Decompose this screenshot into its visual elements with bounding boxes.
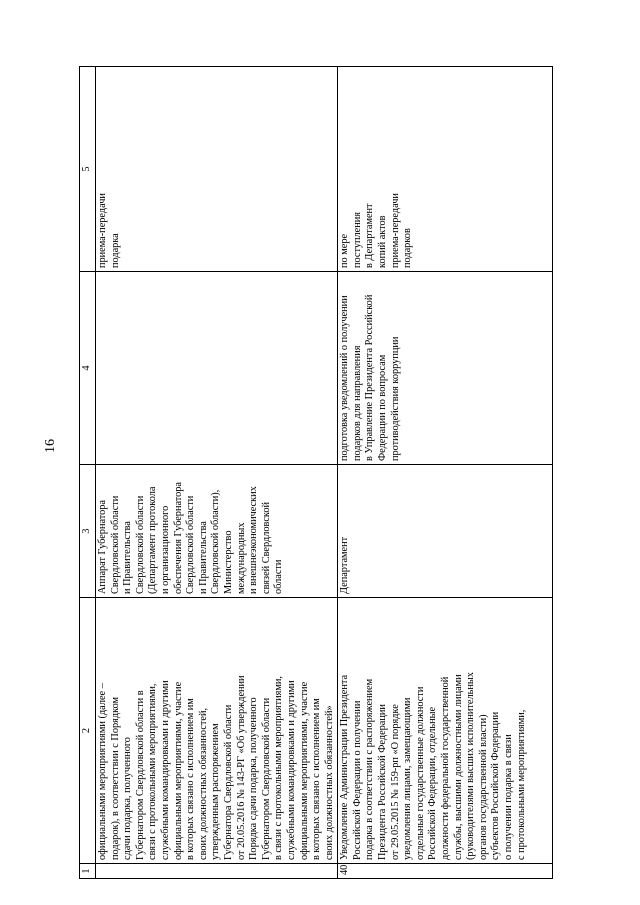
text-line: и внешнеэкономических [248, 486, 260, 594]
row-number-cell: 40. [338, 864, 553, 879]
text-line: Губернатора Свердловской области [222, 704, 234, 860]
column-header: 2 [80, 598, 96, 864]
text-line: с протокольными мероприятиями, [515, 709, 527, 860]
text-line: своих должностных обязанностей, [197, 707, 209, 860]
text-line: Российской Федерации, отдельные [427, 706, 439, 860]
text-line: Федерации по вопросам [377, 354, 389, 461]
text-line: Губернатором Свердловской области в [134, 690, 146, 860]
text-line: Свердловской области [134, 495, 146, 594]
text-line: связи с протокольными мероприятиями, [147, 683, 159, 860]
text-line: официальными мероприятиями, участие [172, 681, 184, 860]
text-line: копий актов [377, 215, 389, 268]
text-line: утвержденным распоряжением [210, 723, 222, 860]
text-line: служебными командировками и другими [159, 680, 171, 860]
text-line: противодействия коррупции [389, 336, 401, 461]
cell-document [96, 598, 338, 864]
text-line: уведомления лицами, замещающими [402, 697, 414, 860]
text-line: органов государственной власти) [477, 714, 489, 860]
row-number-cell [96, 864, 338, 879]
cell-responsible [338, 465, 553, 598]
text-line: и Правительства [122, 521, 134, 594]
cell-deadline [96, 67, 338, 272]
text-line: и Правительства [197, 521, 209, 594]
cell-responsible [96, 465, 338, 598]
text-line: Уведомление Администрации Президента [339, 674, 351, 860]
text-line: обеспечения Губернатора [172, 482, 184, 594]
text-line: Свердловской области [185, 495, 197, 594]
column-header: 5 [80, 67, 96, 272]
text-line: должности федеральной государственной [440, 676, 452, 860]
table-row [96, 67, 338, 879]
text-line: Порядка сдачи подарка, полученного [248, 697, 260, 860]
cell-deadline [338, 67, 553, 272]
text-line: Губернатором Свердловской области [260, 697, 272, 860]
text-line: Департамент [339, 536, 351, 594]
text-line: (Департамент протокола [147, 486, 159, 594]
text-line: (руководителями высших исполнительных [465, 672, 477, 860]
text-line: от 29.05.2015 № 159-рп «О порядке [389, 704, 401, 860]
column-header: 4 [80, 272, 96, 465]
text-line: подарка в соответствии с распоряжением [364, 678, 376, 860]
text-line: своих должностных обязанностей» [323, 705, 335, 860]
text-line: приема-передачи [97, 193, 108, 268]
text-line: отдельные государственные должности [414, 686, 426, 860]
text-line: субъектов Российской Федерации [490, 711, 502, 860]
text-line: Свердловской области), [210, 489, 222, 594]
text-line: Российской Федерации о получении [351, 700, 363, 860]
cell-action [96, 272, 338, 465]
document-table [79, 67, 553, 879]
text-line: и организационного [159, 505, 171, 594]
text-line: подарка [109, 233, 121, 268]
text-line: служебными командировками и другими [285, 680, 297, 860]
text-line: службы, высшими должностными лицами [452, 674, 464, 860]
text-line: Аппарат Губернатора [97, 500, 108, 594]
text-line: приема-передачи [389, 193, 401, 268]
text-line: сдачи подарка, полученного [122, 737, 134, 860]
column-header: 3 [80, 465, 96, 598]
column-header: 1 [80, 864, 96, 879]
text-line: международных [235, 522, 247, 594]
table-row [338, 67, 553, 879]
text-line: официальными мероприятиями (далее – [97, 683, 108, 860]
text-line: в которых связано с исполнением им [311, 698, 323, 860]
cell-action [338, 272, 553, 465]
text-line: Президента Российской Федерации [377, 704, 389, 860]
text-line: в связи с протокольными мероприятиями, [273, 676, 285, 860]
text-line: Министерство [222, 530, 234, 594]
text-line: официальными мероприятиями, участие [298, 681, 310, 860]
text-line: по мере [339, 233, 351, 268]
text-line: подарков для направления [351, 345, 363, 461]
text-line: подарок), в соответствии с Порядком [109, 696, 121, 860]
text-line: в которых связано с исполнением им [185, 698, 197, 860]
text-line: в Управление Президента Российской [364, 294, 376, 461]
text-line: связей Свердловской [260, 501, 272, 594]
text-line: Свердловской области [109, 495, 121, 594]
text-line: от 20.05.2016 № 143-РГ «Об утверждении [235, 675, 247, 860]
text-line: области [273, 559, 285, 594]
cell-document [338, 598, 553, 864]
page-number: 16 [43, 439, 58, 453]
table-header-row [80, 67, 96, 879]
text-line: поступления [351, 212, 363, 268]
text-line: в Департамент [364, 203, 376, 268]
text-line: о получении подарка в связи [503, 734, 514, 860]
text-line: подготовка уведомлений о получении [339, 295, 351, 461]
text-line: подарков [402, 228, 414, 268]
